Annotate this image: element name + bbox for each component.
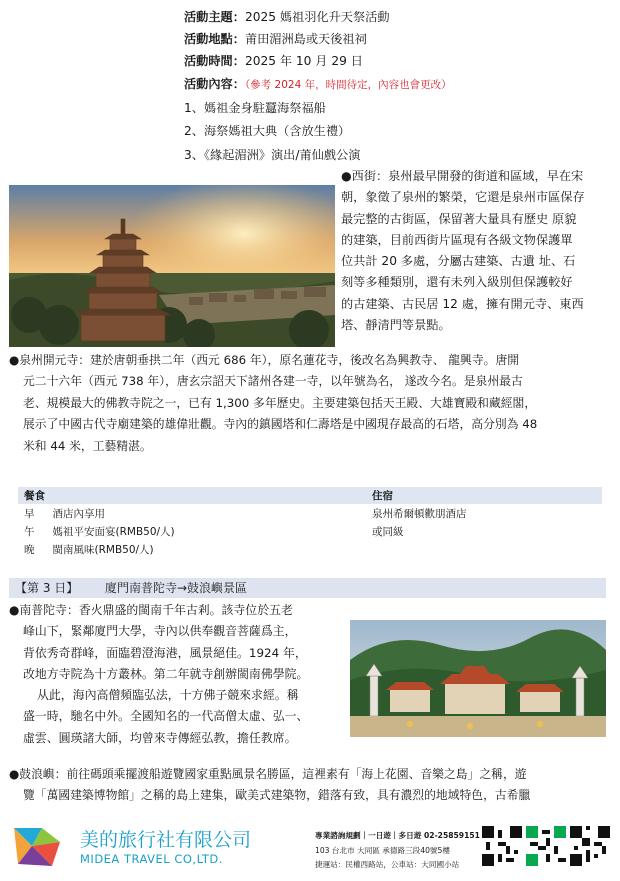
- contact-line-1: 專業諮詢規劃｜一日遊｜多日遊 02-25859151: [315, 831, 480, 840]
- text-line: 虛雲、圓瑛諸大師，均曾來寺傳經弘教，擔任教席。: [23, 730, 297, 745]
- qr-code-icon[interactable]: [570, 826, 610, 866]
- text-line: ●南普陀寺：香火鼎盛的閩南千年古剎。該寺位於五老: [9, 603, 293, 617]
- qr-code-icon[interactable]: [482, 826, 522, 866]
- text-line: 位共計 20 多處，分屬古建築、古遺 址、石: [341, 254, 576, 269]
- line-qr-code-icon[interactable]: [526, 826, 566, 866]
- text-line: 的古建築、古民居 12 處，擁有開元寺、東西: [341, 296, 584, 311]
- meal-row-lunch: [24, 523, 175, 541]
- activity-item: 1、媽祖金身駐蠶海祭福船: [184, 101, 326, 115]
- meal-row-breakfast: [24, 505, 105, 523]
- pagoda-sunset-illustration: [9, 185, 335, 347]
- place-label: 活動地點：: [184, 32, 245, 46]
- meal-key: 早: [24, 508, 35, 520]
- hotel-header-label: 住宿: [372, 490, 393, 502]
- contact-transit: 捷運站：民權西路站，公車站：大同國小站: [315, 860, 460, 869]
- kaiyuan-paragraph: [9, 350, 614, 457]
- temple-illustration: [350, 620, 606, 737]
- day3-title: 廈門南普陀寺→鼓浪嶼景區: [105, 581, 248, 595]
- footer: [0, 812, 620, 881]
- meal-key: 晚: [24, 544, 35, 556]
- time-line: [184, 51, 363, 72]
- text-line: 刻等多種類別，還有未列入級別但保護較好: [341, 275, 573, 290]
- text-line: 米和 44 米，工藝精湛。: [23, 438, 152, 453]
- hotel-alt: 或同級: [372, 526, 404, 538]
- text-line: ●西街：泉州最早開發的街道和區域，早在宋: [341, 169, 584, 183]
- text-line: 盛一時，馳名中外。全國知名的一代高僧太虛、弘一、: [23, 709, 309, 724]
- theme-value: 2025 媽祖羽化升天祭活動: [244, 10, 390, 24]
- text-line: 朝，象徵了泉州的繁榮，它還是泉州市區保存: [341, 190, 585, 205]
- text-line: 背依秀奇群峰，面臨碧澄海港，風景絕佳。1924 年，: [23, 645, 307, 660]
- quanzhou-pagoda-photo: [9, 185, 335, 347]
- text-line: 峰山下，緊鄰廈門大學，寺內以供奉觀音菩薩爲主，: [23, 624, 297, 639]
- text-line: 的建築，目前西街片區現有各級文物保護單: [341, 232, 573, 247]
- text-line: 展示了中國古代寺廟建築的雄偉壯觀。寺內的鎮國塔和仁壽塔是中國現存最高的石塔，高分別為 48: [23, 417, 538, 432]
- theme-label: 活動主題：: [184, 10, 245, 24]
- text-line: ●泉州開元寺：建於唐朝垂拱二年（西元 686 年），原名蓮花寺，後改名為興教寺、 龍興寺。唐開: [9, 353, 520, 367]
- day3-label: 【第 3 日】: [15, 581, 79, 595]
- xijie-paragraph: [341, 166, 613, 336]
- meal-value: 媽祖平安面宴(RMB50/人): [52, 526, 175, 538]
- gulangyu-paragraph: [9, 764, 614, 807]
- content-line: [184, 74, 452, 96]
- text-line: 覽「萬國建築博物館」之稱的島上建集，歐美式建築物，錯落有致，具有濃烈的地域特色，古希臘: [23, 788, 531, 803]
- content-note: （參考 2024 年，時間待定，內容也會更改）: [244, 79, 452, 91]
- day3-heading: [9, 578, 606, 598]
- place-value: 莆田湄洲島或天後祖祠: [244, 32, 367, 46]
- hotel-name: 泉州希爾頓歡朋酒店: [372, 508, 467, 520]
- time-value: 2025 年 10 月 29 日: [244, 54, 363, 68]
- time-label: 活動時間：: [184, 54, 245, 68]
- theme-line: [184, 7, 390, 28]
- company-name-cn: 美的旅行社有限公司: [80, 829, 252, 851]
- nanputuo-temple-photo: [350, 620, 606, 737]
- text-line: 老、規模最大的佛教寺院之一，已有 1,300 多年歷史。主要建築包括天王殿、大雄寶殿和藏經閣，: [23, 395, 537, 410]
- place-line: [184, 29, 367, 50]
- text-line: 改地方寺院為十方叢林。第二年就寺創辦閩南佛學院。: [23, 666, 309, 681]
- meals-table-header: [18, 487, 602, 504]
- company-name-en: MIDEA TRAVEL CO,LTD.: [80, 852, 223, 866]
- meal-row-dinner: [24, 541, 154, 559]
- content-label: 活動內容：: [184, 77, 245, 91]
- text-line: 塔、靜清門等景點。: [341, 318, 451, 333]
- text-line: 元二十六年（西元 738 年），唐玄宗詔天下諸州各建一寺，以年號為名， 遂改今名。是泉州最古: [23, 374, 523, 389]
- activity-item: 3、《緣起湄洲》演出/莆仙戲公演: [184, 148, 361, 162]
- meal-value: 酒店內享用: [52, 508, 105, 520]
- meal-key: 午: [24, 526, 35, 538]
- contact-address: 103 台北市 大同區 承德路三段40號5樓: [315, 846, 450, 855]
- meals-header-label: 餐食: [24, 490, 45, 502]
- nanputuo-paragraph: [9, 600, 344, 749]
- text-line: 从此，海內高僧頻臨弘法，十方佛子競來求經。稱: [37, 688, 299, 703]
- activity-item: 2、海祭媽祖大典（含放生禮）: [184, 124, 351, 138]
- text-line: ●鼓浪嶼：前往碼頭乘擺渡船遊覽國家重點風景名勝區，這裡素有「海上花園、音樂之島」之稱，遊: [9, 767, 527, 781]
- meal-value: 閩南風味(RMB50/人): [52, 544, 154, 556]
- midea-logo-icon: [12, 824, 64, 868]
- text-line: 最完整的古街區，保留著大量具有歷史 原貌: [341, 211, 577, 226]
